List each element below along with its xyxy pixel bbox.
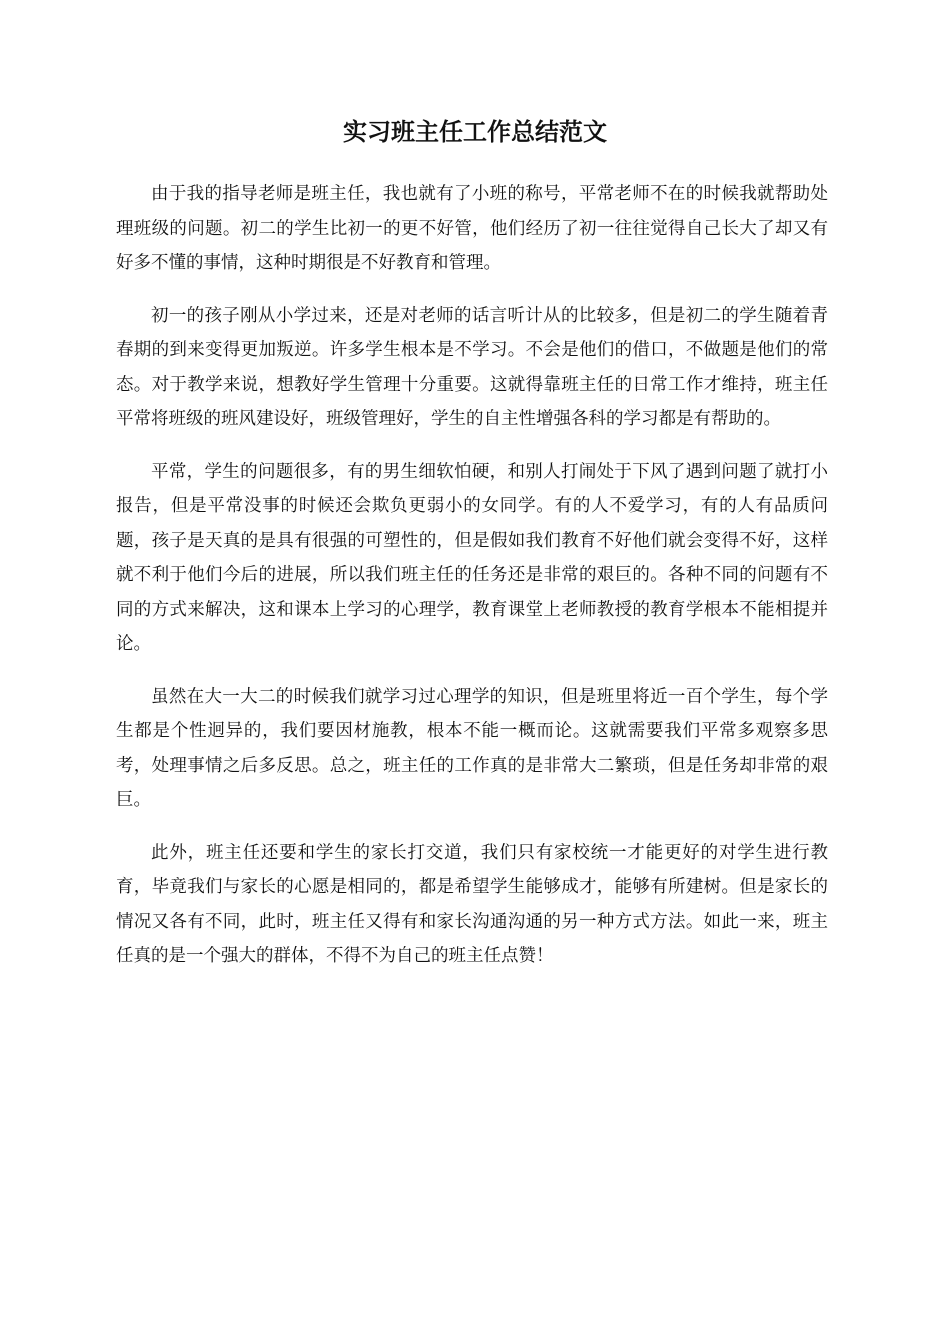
paragraph-5: 此外，班主任还要和学生的家长打交道，我们只有家校统一才能更好的对学生进行教育，毕竟我们与家长的心愿是相同的，都是希望学生能够成才，能够有所建树。但是家长的情况又各有不同，此时，班主任又得有和家长沟通沟通的另一种方式方法。如此一来，班主任真的是一个强大的群体，不得不为自己的班主任点赞！ xyxy=(116,842,828,966)
document-body xyxy=(116,177,828,992)
paragraph-4: 虽然在大一大二的时候我们就学习过心理学的知识，但是班里将近一百个学生，每个学生都是个性迥异的，我们要因材施教，根本不能一概而论。这就需要我们平常多观察多思考，处理事情之后多反思。总之，班主任的工作真的是非常大二繁琐，但是任务却非常的艰巨。 xyxy=(116,686,828,810)
paragraph-1: 由于我的指导老师是班主任，我也就有了小班的称号，平常老师不在的时候我就帮助处理班级的问题。初二的学生比初一的更不好管，他们经历了初一往往觉得自己长大了却又有好多不懂的事情，这种时期很是不好教育和管理。 xyxy=(116,184,828,273)
paragraph-3: 平常，学生的问题很多，有的男生细软怕硬，和别人打闹处于下风了遇到问题了就打小报告，但是平常没事的时候还会欺负更弱小的女同学。有的人不爱学习，有的人有品质问题，孩子是天真的是具有很强的可塑性的，但是假如我们教育不好他们就会变得不好，这样就不利于他们今后的进展，所以我们班主任的任务还是非常的艰巨的。各种不同的问题有不同的方式来解决，这和课本上学习的心理学，教育课堂上老师教授的教育学根本不能相提并论。 xyxy=(116,461,828,654)
document-title: 实习班主任工作总结范文 xyxy=(343,117,607,146)
paragraph-2: 初一的孩子刚从小学过来，还是对老师的话言听计从的比较多，但是初二的学生随着青春期的到来变得更加叛逆。许多学生根本是不学习。不会是他们的借口，不做题是他们的常态。对于教学来说，想教好学生管理十分重要。这就得靠班主任的日常工作才维持，班主任平常将班级的班风建设好，班级管理好，学生的自主性增强各科的学习都是有帮助的。 xyxy=(116,305,828,429)
